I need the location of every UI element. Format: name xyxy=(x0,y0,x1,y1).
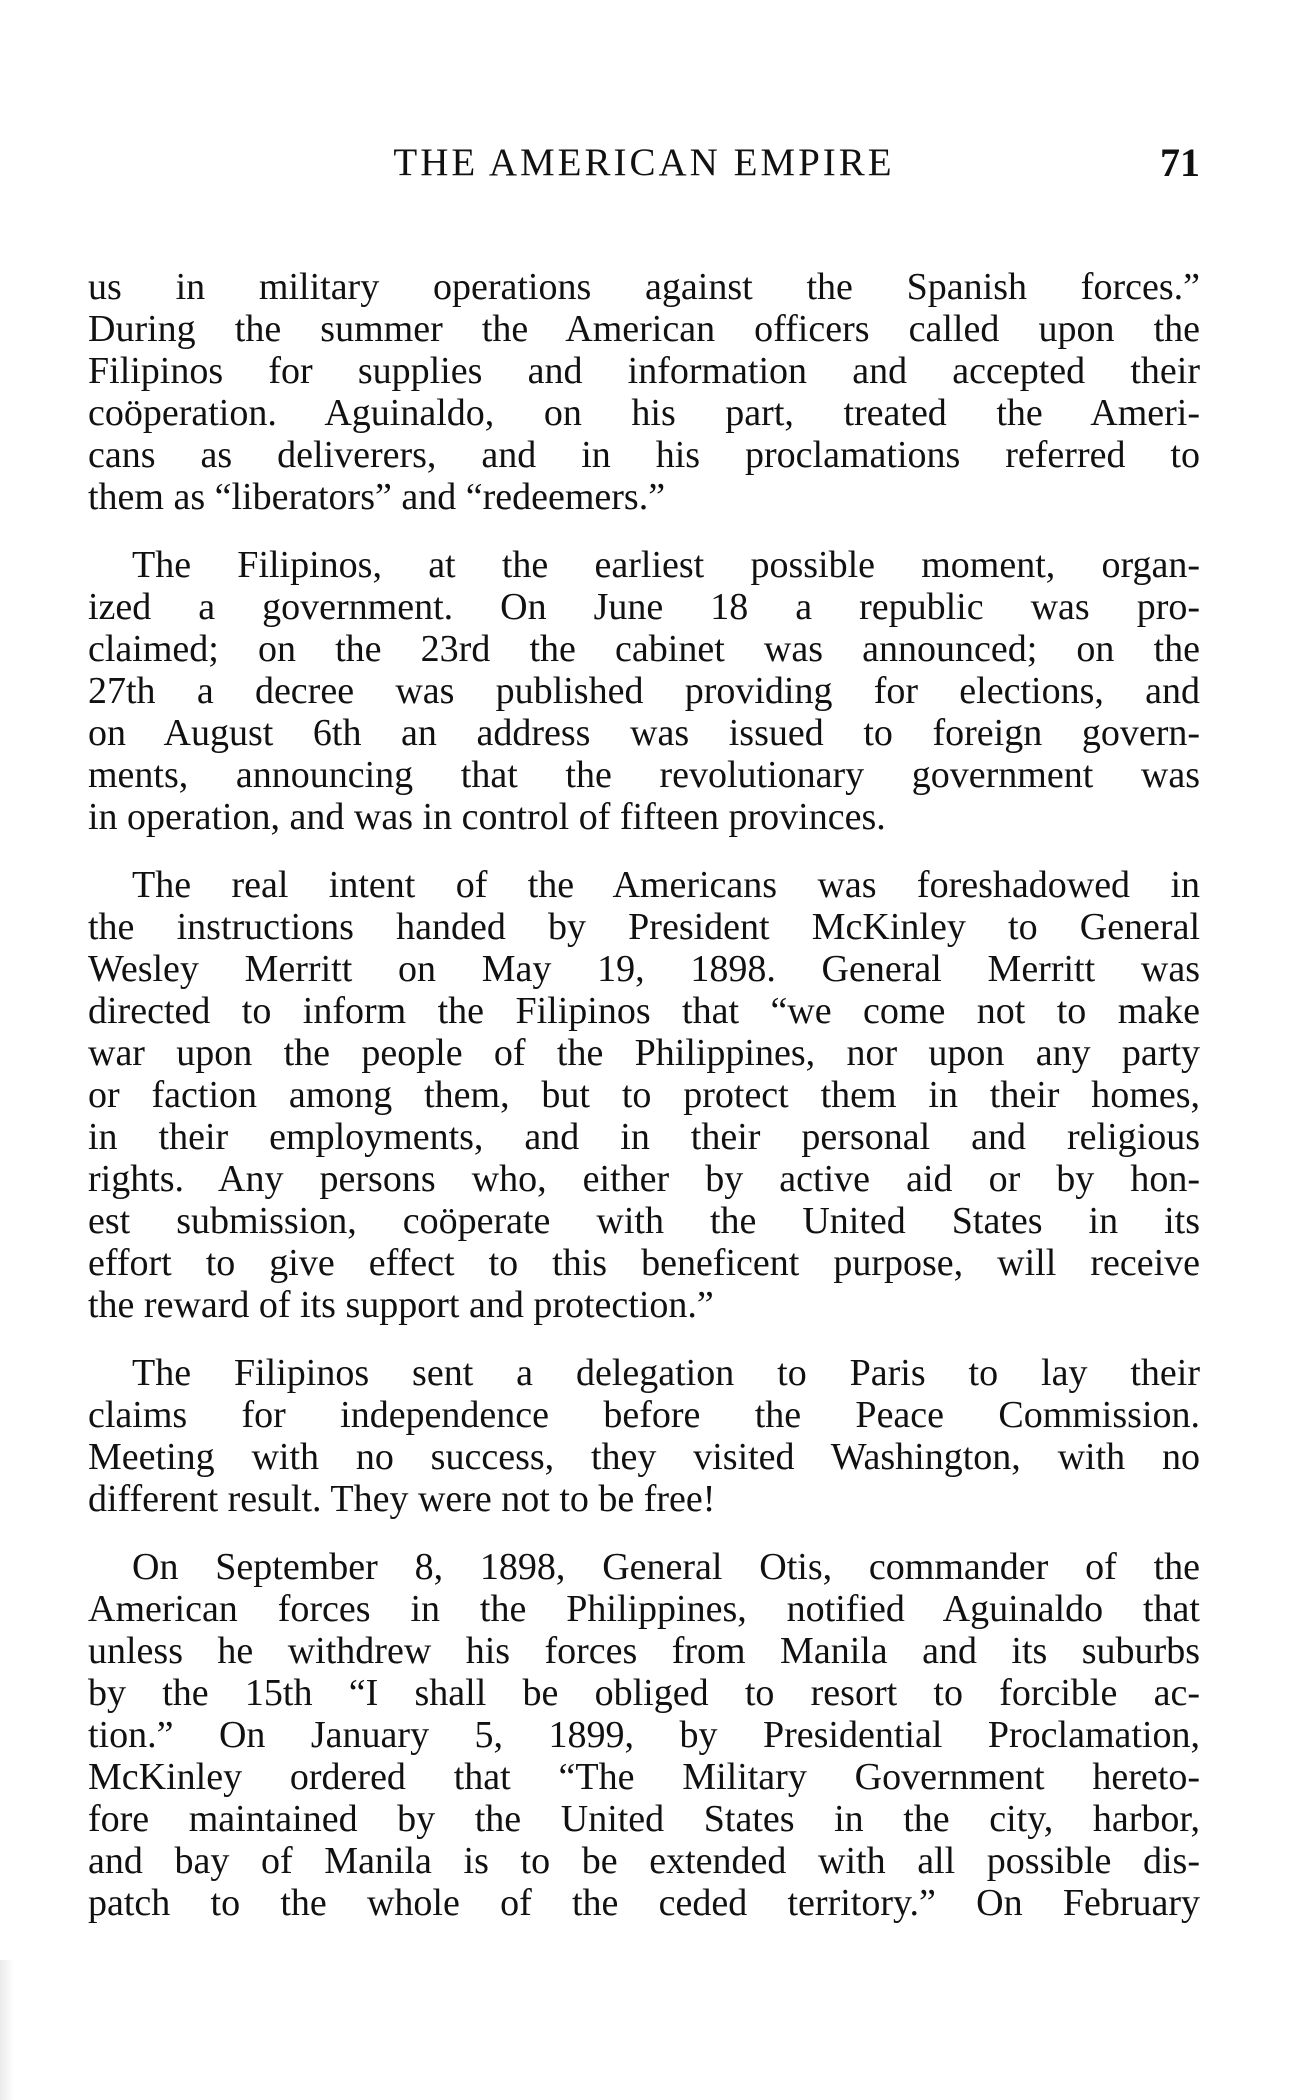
text-line: est submission, coöperate with the United States in its xyxy=(88,1200,1200,1242)
text-line: or faction among them, but to protect them in their homes, xyxy=(88,1074,1200,1116)
text-line: Filipinos for supplies and information and accepted their xyxy=(88,350,1200,392)
paragraph-5 xyxy=(88,1546,1200,1924)
page-number: 71 xyxy=(1160,140,1200,185)
text-line: Meeting with no success, they visited Washington, with no xyxy=(88,1436,1200,1478)
text-line: on August 6th an address was issued to foreign govern- xyxy=(88,712,1200,754)
running-title: THE AMERICAN EMPIRE xyxy=(393,141,895,184)
text-line: fore maintained by the United States in the city, harbor, xyxy=(88,1798,1200,1840)
text-line: American forces in the Philippines, notified Aguinaldo that xyxy=(88,1588,1200,1630)
paragraph-4 xyxy=(88,1352,1200,1520)
paragraph-2 xyxy=(88,544,1200,838)
text-line: 27th a decree was published providing for elections, and xyxy=(88,670,1200,712)
text-line: war upon the people of the Philippines, nor upon any party xyxy=(88,1032,1200,1074)
text-line: us in military operations against the Spanish forces.” xyxy=(88,266,1200,308)
text-line: The Filipinos, at the earliest possible moment, organ- xyxy=(132,544,1200,586)
text-line: McKinley ordered that “The Military Government hereto- xyxy=(88,1756,1200,1798)
page-edge-shadow xyxy=(0,1960,14,2100)
text-line: them as “liberators” and “redeemers.” xyxy=(88,476,666,518)
paragraph-1 xyxy=(88,266,1200,518)
text-line: claims for independence before the Peace Commission. xyxy=(88,1394,1200,1436)
text-line: claimed; on the 23rd the cabinet was announced; on the xyxy=(88,628,1200,670)
text-line: the reward of its support and protection.” xyxy=(88,1284,714,1326)
text-line: rights. Any persons who, either by active aid or by hon- xyxy=(88,1158,1200,1200)
text-line: cans as deliverers, and in his proclamations referred to xyxy=(88,434,1200,476)
text-line: and bay of Manila is to be extended with all possible dis- xyxy=(88,1840,1200,1882)
text-line: tion.” On January 5, 1899, by Presidential Proclamation, xyxy=(88,1714,1200,1756)
text-line: The Filipinos sent a delegation to Paris to lay their xyxy=(132,1352,1200,1394)
text-line: coöperation. Aguinaldo, on his part, treated the Ameri- xyxy=(88,392,1200,434)
body-text xyxy=(88,266,1200,1950)
paragraph-3 xyxy=(88,864,1200,1326)
text-line: different result. They were not to be free! xyxy=(88,1478,716,1520)
text-line: in operation, and was in control of fifteen provinces. xyxy=(88,796,886,838)
text-line: directed to inform the Filipinos that “we come not to make xyxy=(88,990,1200,1032)
text-line: During the summer the American officers called upon the xyxy=(88,308,1200,350)
text-line: Wesley Merritt on May 19, 1898. General Merritt was xyxy=(88,948,1200,990)
text-line: The real intent of the Americans was foreshadowed in xyxy=(132,864,1200,906)
text-line: unless he withdrew his forces from Manila and its suburbs xyxy=(88,1630,1200,1672)
text-line: ments, announcing that the revolutionary government was xyxy=(88,754,1200,796)
running-head xyxy=(88,140,1200,186)
text-line: ized a government. On June 18 a republic was pro- xyxy=(88,586,1200,628)
text-line: by the 15th “I shall be obliged to resort to forcible ac- xyxy=(88,1672,1200,1714)
text-line: patch to the whole of the ceded territory.” On February xyxy=(88,1882,1200,1924)
text-line: in their employments, and in their personal and religious xyxy=(88,1116,1200,1158)
text-line: effort to give effect to this beneficent purpose, will receive xyxy=(88,1242,1200,1284)
text-line: the instructions handed by President McKinley to General xyxy=(88,906,1200,948)
text-line: On September 8, 1898, General Otis, commander of the xyxy=(132,1546,1200,1588)
